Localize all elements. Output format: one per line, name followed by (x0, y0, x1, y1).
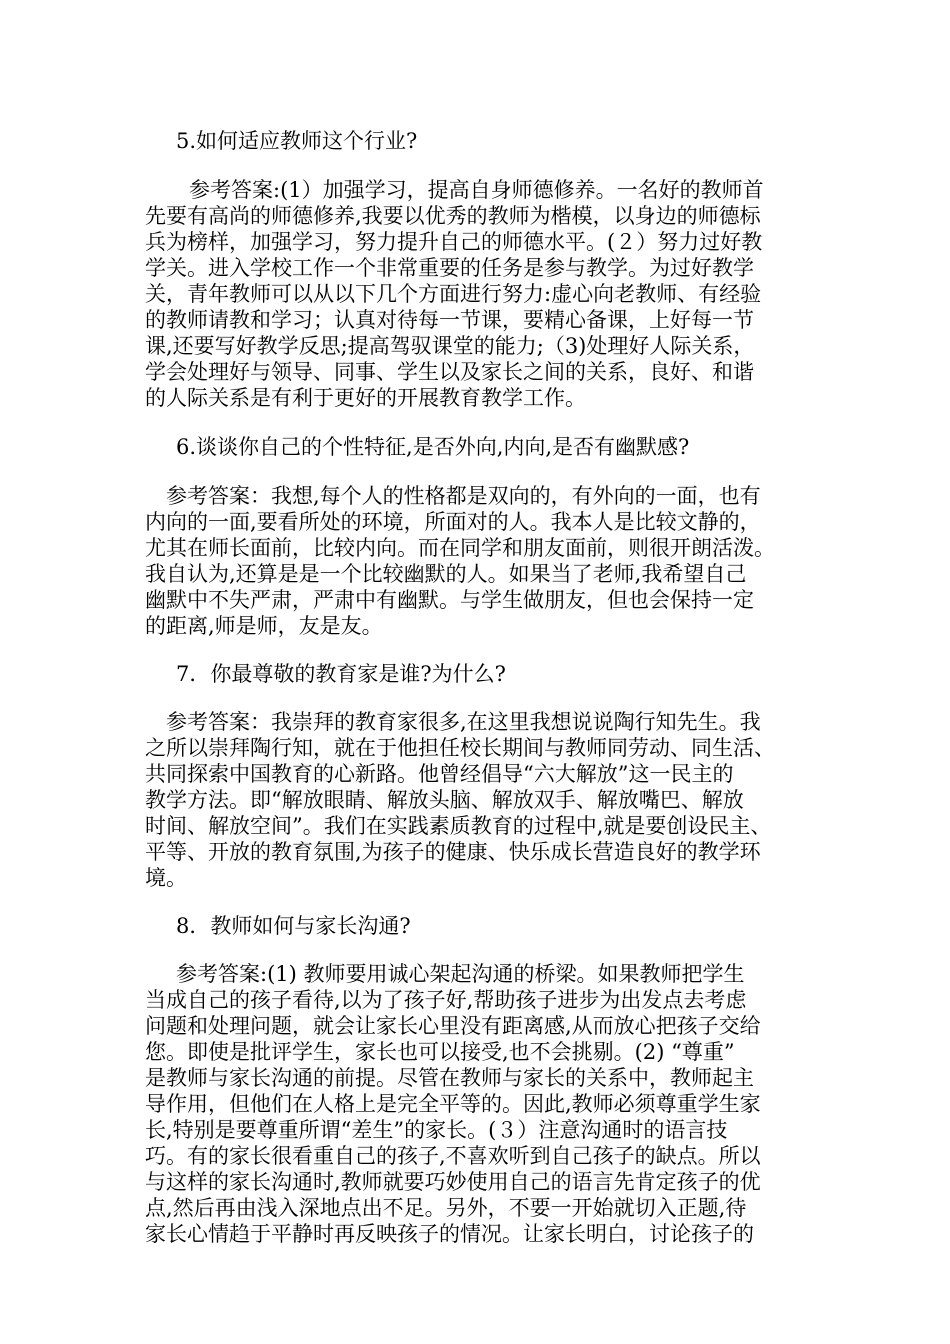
answer-line: 时间、解放空间”。我们在实践素质教育的过程中,就是要创设民主、 (145, 814, 772, 838)
question-8: 8．教师如何与家长沟通? (176, 914, 411, 938)
answer-line: 点,然后再由浅入深地点出不足。另外，不要一开始就切入正题,待 (145, 1196, 747, 1220)
answer-line: 关，青年教师可以从以下几个方面进行努力:虚心向老教师、有经验 (145, 282, 762, 306)
answer-line: 平等、开放的教育氛围,为孩子的健康、快乐成长营造良好的教学环 (145, 840, 761, 864)
answer-line: 兵为榜样，加强学习，努力提升自己的师德水平。(２）努力过好教 (145, 230, 763, 254)
question-7: 7．你最尊敬的教育家是谁?为什么? (176, 662, 506, 686)
question-5: 5.如何适应教师这个行业? (176, 129, 418, 153)
answer-line: 内向的一面,要看所处的环境，所面对的人。我本人是比较文静的， (145, 510, 761, 534)
answer-line: 长,特别是要尊重所谓“差生”的家长。(３）注意沟通时的语言技 (145, 1118, 728, 1142)
answer-line: 参考答案：我崇拜的教育家很多,在这里我想说说陶行知先生。我 (166, 710, 761, 734)
answer-line: 的教师请教和学习；认真对待每一节课，要精心备课，上好每一节 (145, 308, 754, 332)
answer-line: 参考答案：我想,每个人的性格都是双向的，有外向的一面，也有 (166, 484, 761, 508)
answer-line: 学关。进入学校工作一个非常重要的任务是参与教学。为过好教学 (145, 256, 754, 280)
question-6: 6.谈谈你自己的个性特征,是否外向,内向,是否有幽默感? (176, 435, 690, 459)
answer-line: 幽默中不失严肃，严肃中有幽默。与学生做朋友，但也会保持一定 (145, 588, 754, 612)
answer-line: 导作用，但他们在人格上是完全平等的。因此,教师必须尊重学生家 (145, 1092, 761, 1116)
answer-line: 境。 (145, 866, 187, 890)
answer-line: 之所以崇拜陶行知，就在于他担任校长期间与教师同劳动、同生活、 (145, 736, 775, 760)
answer-line: 巧。有的家长很看重自己的孩子,不喜欢听到自己孩子的缺点。所以 (145, 1144, 761, 1168)
answer-line: 先要有高尚的师德修养,我要以优秀的教师为楷模，以身边的师德标 (145, 204, 761, 228)
answer-line: 是教师与家长沟通的前提。尽管在教师与家长的关系中，教师起主 (145, 1066, 754, 1090)
answer-line: 问题和处理问题，就会让家长心里没有距离感,从而放心把孩子交给 (145, 1014, 761, 1038)
answer-line: 与这样的家长沟通时,教师就要巧妙使用自己的语言先肯定孩子的优 (145, 1170, 761, 1194)
answer-line: 学会处理好与领导、同事、学生以及家长之间的关系，良好、和谐 (145, 360, 754, 384)
answer-line: 我自认为,还算是是一个比较幽默的人。如果当了老师,我希望自己 (145, 562, 747, 586)
answer-line: 当成自己的孩子看待,以为了孩子好,帮助孩子进步为出发点去考虑 (145, 988, 747, 1012)
answer-line: 家长心情趋于平静时再反映孩子的情况。让家长明白，讨论孩子的 (145, 1222, 754, 1246)
answer-line: 教学方法。即“解放眼睛、解放头脑、解放双手、解放嘴巴、解放 (145, 788, 744, 812)
answer-line: 参考答案:(1) 教师要用诚心架起沟通的桥梁。如果教师把学生 (176, 962, 745, 986)
answer-line: 共同探索中国教育的心新路。他曾经倡导“六大解放”这一民主的 (145, 762, 734, 786)
answer-line: 参考答案:(1）加强学习，提高自身师德修养。一名好的教师首 (189, 178, 764, 202)
answer-line: 的人际关系是有利于更好的开展教育教学工作。 (145, 386, 586, 410)
answer-line: 课,还要写好教学反思;提高驾驭课堂的能力;（3)处理好人际关系， (145, 334, 755, 358)
answer-line: 尤其在师长面前，比较内向。而在同学和朋友面前，则很开朗活泼。 (145, 536, 775, 560)
answer-line: 您。即使是批评学生，家长也可以接受,也不会挑剔。(2) “尊重” (145, 1040, 735, 1064)
answer-line: 的距离,师是师，友是友。 (145, 614, 383, 638)
